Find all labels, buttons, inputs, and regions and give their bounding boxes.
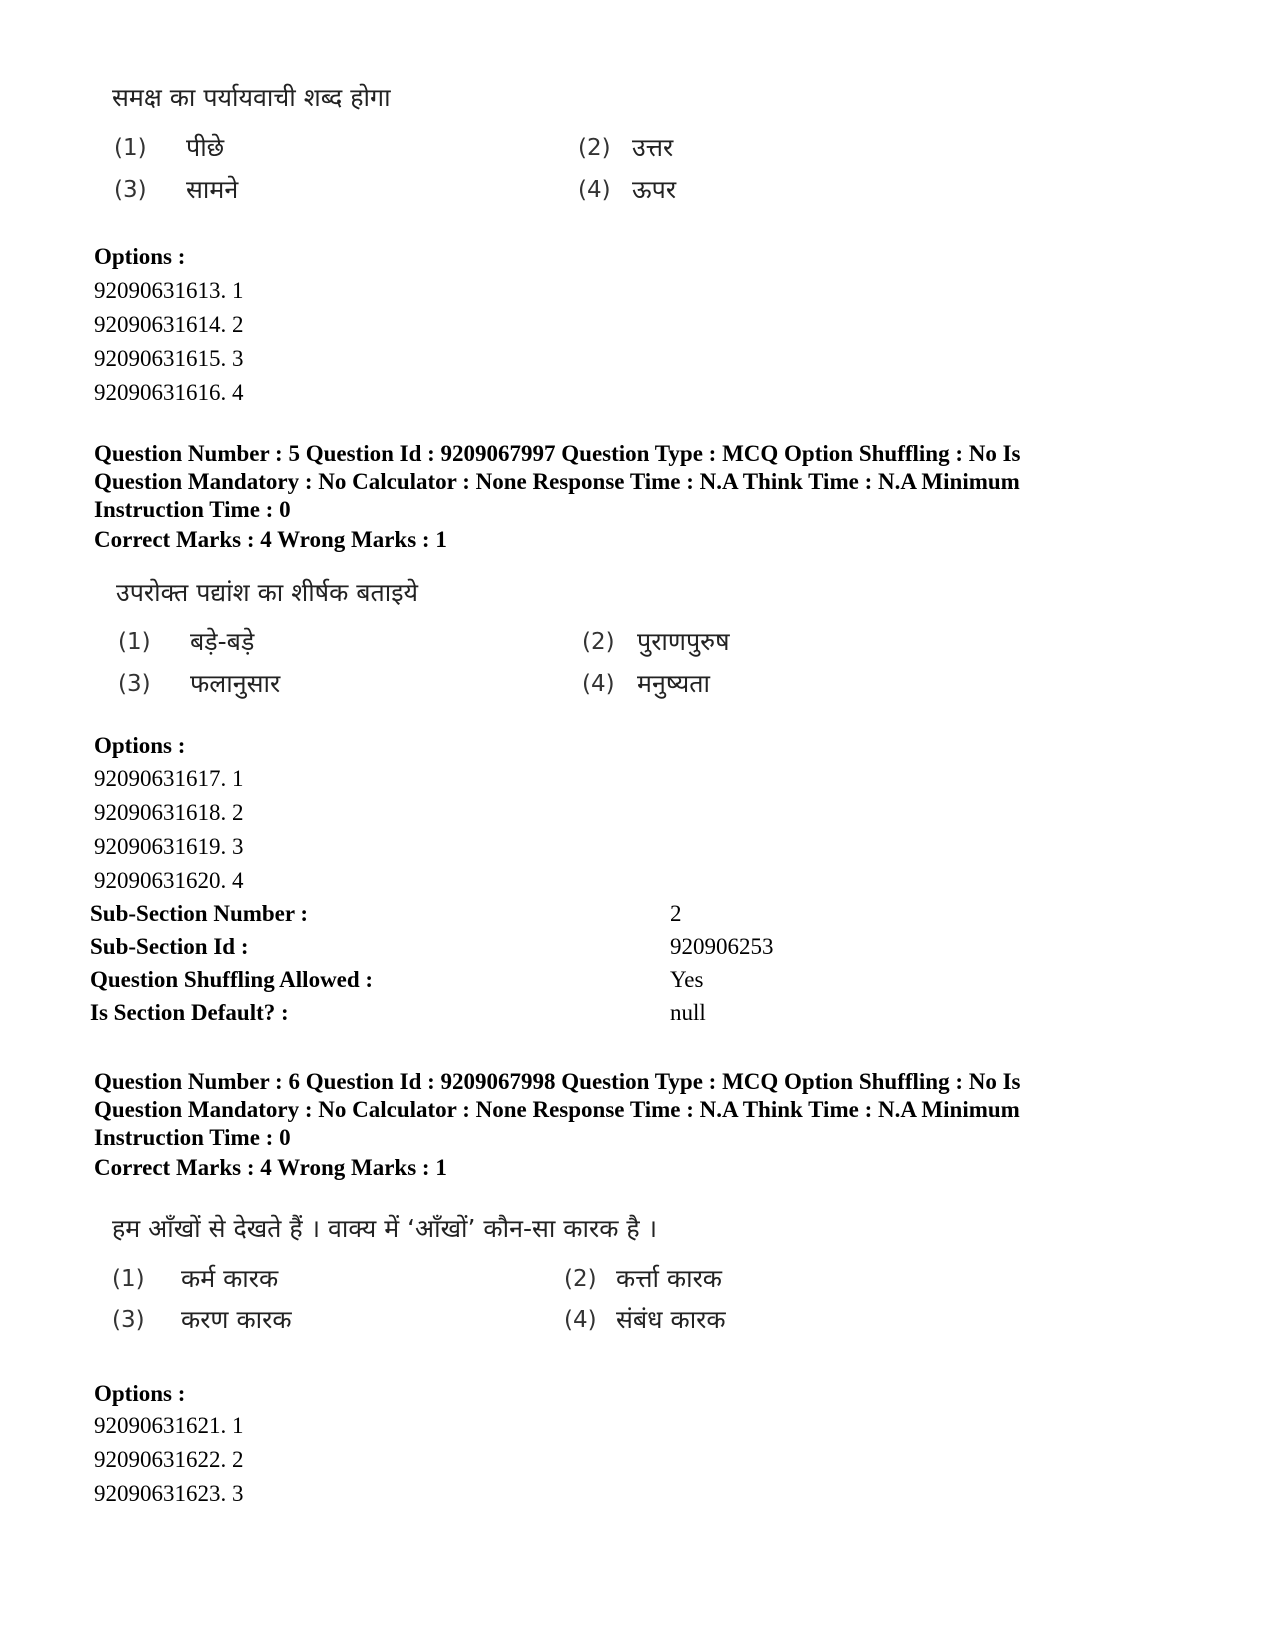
option-item: 92090631618. 2 [94, 800, 244, 825]
choice-text: उत्तर [632, 133, 674, 162]
subsection-info [90, 897, 990, 1029]
choice-text: पुराणपुरुष [637, 627, 730, 656]
option-item: 92090631623. 3 [94, 1481, 244, 1506]
subsection-label: Question Shuffling Allowed : [90, 967, 374, 992]
subsection-label: Is Section Default? : [90, 1000, 289, 1025]
option-item: 92090631613. 1 [94, 278, 244, 303]
choice-number: (3) [112, 1307, 145, 1333]
choice-text: ऊपर [632, 175, 677, 204]
meta-line: Question Mandatory : No Calculator : None Response Time : N.A Think Time : N.A Minimum [94, 469, 1020, 494]
option-item: 92090631622. 2 [94, 1447, 244, 1472]
question-5-marks: Correct Marks : 4 Wrong Marks : 1 [94, 527, 447, 552]
choice-number: (3) [118, 671, 151, 697]
choice-text: करण कारक [181, 1305, 292, 1334]
option-item: 92090631616. 4 [94, 380, 244, 405]
options-list [94, 762, 244, 898]
option-item: 92090631619. 3 [94, 834, 244, 859]
meta-line: Question Number : 6 Question Id : 9209067998 Question Type : MCQ Option Shuffling : No Is [94, 1069, 1021, 1094]
meta-line: Instruction Time : 0 [94, 1125, 291, 1150]
subsection-label: Sub-Section Id : [90, 934, 249, 959]
subsection-row [90, 897, 990, 930]
meta-line: Instruction Time : 0 [94, 497, 291, 522]
subsection-row [90, 963, 990, 996]
subsection-value: 920906253 [670, 934, 774, 959]
option-item: 92090631617. 1 [94, 766, 244, 791]
choice-number: (1) [112, 1266, 145, 1292]
meta-line: Question Number : 5 Question Id : 9209067997 Question Type : MCQ Option Shuffling : No Is [94, 441, 1021, 466]
choice-text: सामने [186, 175, 239, 204]
choice-text: कर्म कारक [181, 1264, 279, 1293]
options-heading: Options : [94, 244, 186, 269]
options-heading: Options : [94, 733, 186, 758]
choice-text: पीछे [186, 133, 225, 162]
question-5-stem: उपरोक्त पद्यांश का शीर्षक बताइये [116, 578, 419, 607]
choice-text: फलानुसार [190, 669, 281, 698]
subsection-value: 2 [670, 901, 682, 926]
choice-text: संबंध कारक [616, 1305, 726, 1334]
choice-number: (1) [118, 629, 151, 655]
question-4-stem: समक्ष का पर्यायवाची शब्द होगा [112, 83, 391, 112]
choice-number: (2) [564, 1266, 597, 1292]
meta-line: Question Mandatory : No Calculator : None Response Time : N.A Think Time : N.A Minimum [94, 1097, 1020, 1122]
choice-number: (4) [582, 671, 615, 697]
options-heading: Options : [94, 1381, 186, 1406]
subsection-label: Sub-Section Number : [90, 901, 309, 926]
choice-number: (2) [578, 135, 611, 161]
subsection-value: Yes [670, 967, 704, 992]
choice-number: (2) [582, 629, 615, 655]
subsection-value: null [670, 1000, 706, 1025]
question-6-meta [94, 1068, 1194, 1152]
choice-text: कर्त्ता कारक [616, 1264, 722, 1293]
subsection-row [90, 996, 990, 1029]
choice-text: बड़े-बड़े [190, 627, 255, 656]
options-list [94, 1409, 244, 1511]
question-6-stem: हम आँखों से देखते हैं । वाक्य में ‘आँखों’ कौन-सा कारक है । [112, 1214, 658, 1243]
option-item: 92090631620. 4 [94, 868, 244, 893]
choice-text: मनुष्यता [637, 669, 710, 698]
choice-number: (1) [114, 135, 147, 161]
option-item: 92090631621. 1 [94, 1413, 244, 1438]
options-list [94, 274, 244, 410]
choice-number: (4) [578, 177, 611, 203]
question-5-meta [94, 440, 1194, 524]
choice-number: (4) [564, 1307, 597, 1333]
choice-number: (3) [114, 177, 147, 203]
question-6-marks: Correct Marks : 4 Wrong Marks : 1 [94, 1155, 447, 1180]
option-item: 92090631614. 2 [94, 312, 244, 337]
option-item: 92090631615. 3 [94, 346, 244, 371]
subsection-row [90, 930, 990, 963]
